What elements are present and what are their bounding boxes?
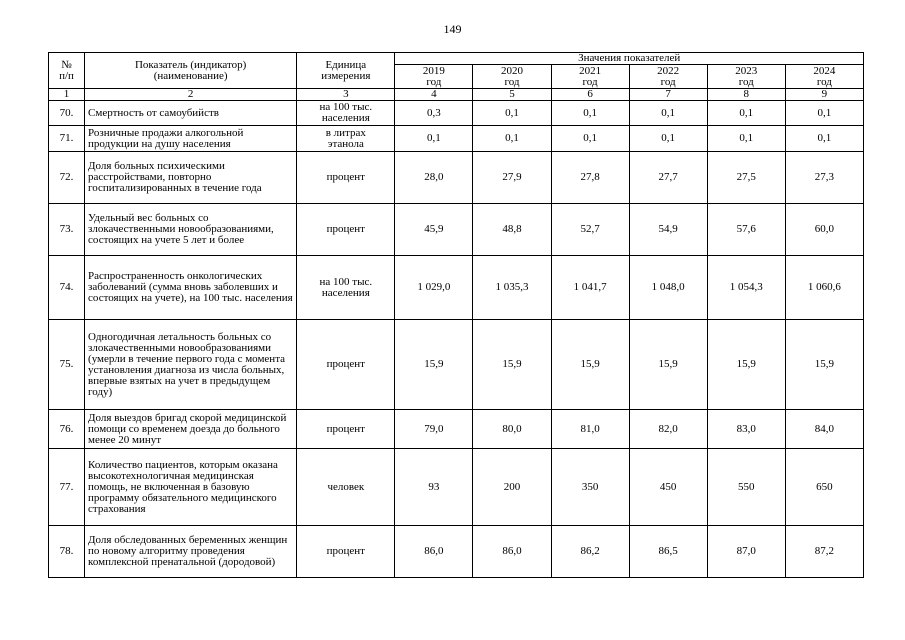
column-number: 7 [629, 89, 707, 101]
row-value: 81,0 [551, 410, 629, 449]
header-year: 2022 год [629, 65, 707, 89]
row-value: 0,1 [473, 126, 551, 152]
header-year: 2024 год [785, 65, 863, 89]
row-value: 27,9 [473, 152, 551, 204]
column-number: 2 [85, 89, 297, 101]
row-value: 0,1 [395, 126, 473, 152]
table-row [49, 320, 864, 410]
row-value: 28,0 [395, 152, 473, 204]
row-num: 72. [49, 152, 85, 204]
page-number: 149 [443, 22, 462, 36]
header-indicator: Показатель (индикатор) (наименование) [85, 53, 297, 89]
table-row [49, 204, 864, 256]
row-value: 84,0 [785, 410, 863, 449]
row-value: 1 060,6 [785, 256, 863, 320]
header-year: 2019 год [395, 65, 473, 89]
row-unit: на 100 тыс. населения [297, 256, 395, 320]
table-header [49, 53, 864, 101]
row-value: 27,8 [551, 152, 629, 204]
row-value: 27,7 [629, 152, 707, 204]
row-value: 80,0 [473, 410, 551, 449]
row-value: 0,1 [551, 101, 629, 126]
row-indicator: Доля обследованных беременных женщин по новому алгоритму проведения комплексной пренатальной (дородовой) [85, 526, 297, 578]
row-unit: процент [297, 320, 395, 410]
row-value: 79,0 [395, 410, 473, 449]
row-value: 86,0 [473, 526, 551, 578]
row-num: 70. [49, 101, 85, 126]
row-value: 15,9 [785, 320, 863, 410]
row-value: 0,1 [785, 126, 863, 152]
row-value: 0,3 [395, 101, 473, 126]
row-value: 83,0 [707, 410, 785, 449]
row-unit: процент [297, 152, 395, 204]
row-unit: в литрах этанола [297, 126, 395, 152]
row-value: 15,9 [395, 320, 473, 410]
header-values: Значения показателей [395, 53, 864, 65]
row-value: 550 [707, 449, 785, 526]
row-indicator: Одногодичная летальность больных со злокачественными новообразованиями (умерли в течение первого года с момента установления диагноза из числа больных, впервые взятых на учет в предыдущем году) [85, 320, 297, 410]
row-value: 86,0 [395, 526, 473, 578]
row-value: 1 029,0 [395, 256, 473, 320]
row-indicator: Розничные продажи алкогольной продукции на душу населения [85, 126, 297, 152]
row-indicator: Доля выездов бригад скорой медицинской помощи со временем доезда до больного менее 20 минут [85, 410, 297, 449]
row-unit: на 100 тыс. населения [297, 101, 395, 126]
table-row [49, 449, 864, 526]
indicators-table [48, 52, 864, 578]
table-row [49, 126, 864, 152]
table-body [49, 101, 864, 578]
row-value: 86,2 [551, 526, 629, 578]
row-unit: процент [297, 526, 395, 578]
row-num: 71. [49, 126, 85, 152]
row-value: 15,9 [473, 320, 551, 410]
row-num: 73. [49, 204, 85, 256]
row-value: 45,9 [395, 204, 473, 256]
row-indicator: Количество пациентов, которым оказана высокотехнологичная медицинская помощь, не включенная в базовую программу обязательного медицинского страхования [85, 449, 297, 526]
row-value: 82,0 [629, 410, 707, 449]
row-value: 0,1 [629, 126, 707, 152]
row-value: 15,9 [629, 320, 707, 410]
table-row [49, 526, 864, 578]
row-value: 1 035,3 [473, 256, 551, 320]
row-unit: процент [297, 204, 395, 256]
row-value: 0,1 [707, 101, 785, 126]
row-num: 77. [49, 449, 85, 526]
column-number: 1 [49, 89, 85, 101]
row-value: 0,1 [473, 101, 551, 126]
table-row [49, 101, 864, 126]
column-number: 3 [297, 89, 395, 101]
table-row [49, 152, 864, 204]
row-value: 87,0 [707, 526, 785, 578]
header-year: 2021 год [551, 65, 629, 89]
row-value: 87,2 [785, 526, 863, 578]
column-number: 4 [395, 89, 473, 101]
row-value: 0,1 [707, 126, 785, 152]
row-indicator: Распространенность онкологических заболеваний (сумма вновь заболевших и состоящих на учете), на 100 тыс. населения [85, 256, 297, 320]
row-num: 76. [49, 410, 85, 449]
row-num: 74. [49, 256, 85, 320]
row-value: 60,0 [785, 204, 863, 256]
row-value: 86,5 [629, 526, 707, 578]
row-unit: человек [297, 449, 395, 526]
row-unit: процент [297, 410, 395, 449]
row-value: 1 041,7 [551, 256, 629, 320]
row-value: 200 [473, 449, 551, 526]
table-row [49, 410, 864, 449]
row-num: 75. [49, 320, 85, 410]
row-value: 450 [629, 449, 707, 526]
row-value: 27,3 [785, 152, 863, 204]
row-value: 27,5 [707, 152, 785, 204]
header-year: 2020 год [473, 65, 551, 89]
row-value: 52,7 [551, 204, 629, 256]
column-number-row [49, 89, 864, 101]
row-value: 93 [395, 449, 473, 526]
row-value: 15,9 [551, 320, 629, 410]
header-year: 2023 год [707, 65, 785, 89]
row-value: 57,6 [707, 204, 785, 256]
column-number: 9 [785, 89, 863, 101]
row-value: 1 054,3 [707, 256, 785, 320]
row-indicator: Удельный вес больных со злокачественными новообразованиями, состоящих на учете 5 лет и более [85, 204, 297, 256]
row-value: 54,9 [629, 204, 707, 256]
row-value: 48,8 [473, 204, 551, 256]
column-number: 8 [707, 89, 785, 101]
row-value: 0,1 [629, 101, 707, 126]
header-num: № п/п [49, 53, 85, 89]
row-indicator: Доля больных психическими расстройствами, повторно госпитализированных в течение года [85, 152, 297, 204]
column-number: 5 [473, 89, 551, 101]
row-value: 0,1 [785, 101, 863, 126]
row-value: 350 [551, 449, 629, 526]
column-number: 6 [551, 89, 629, 101]
row-num: 78. [49, 526, 85, 578]
header-unit: Единица измерения [297, 53, 395, 89]
table-row [49, 256, 864, 320]
row-value: 15,9 [707, 320, 785, 410]
row-indicator: Смертность от самоубийств [85, 101, 297, 126]
row-value: 0,1 [551, 126, 629, 152]
row-value: 650 [785, 449, 863, 526]
row-value: 1 048,0 [629, 256, 707, 320]
